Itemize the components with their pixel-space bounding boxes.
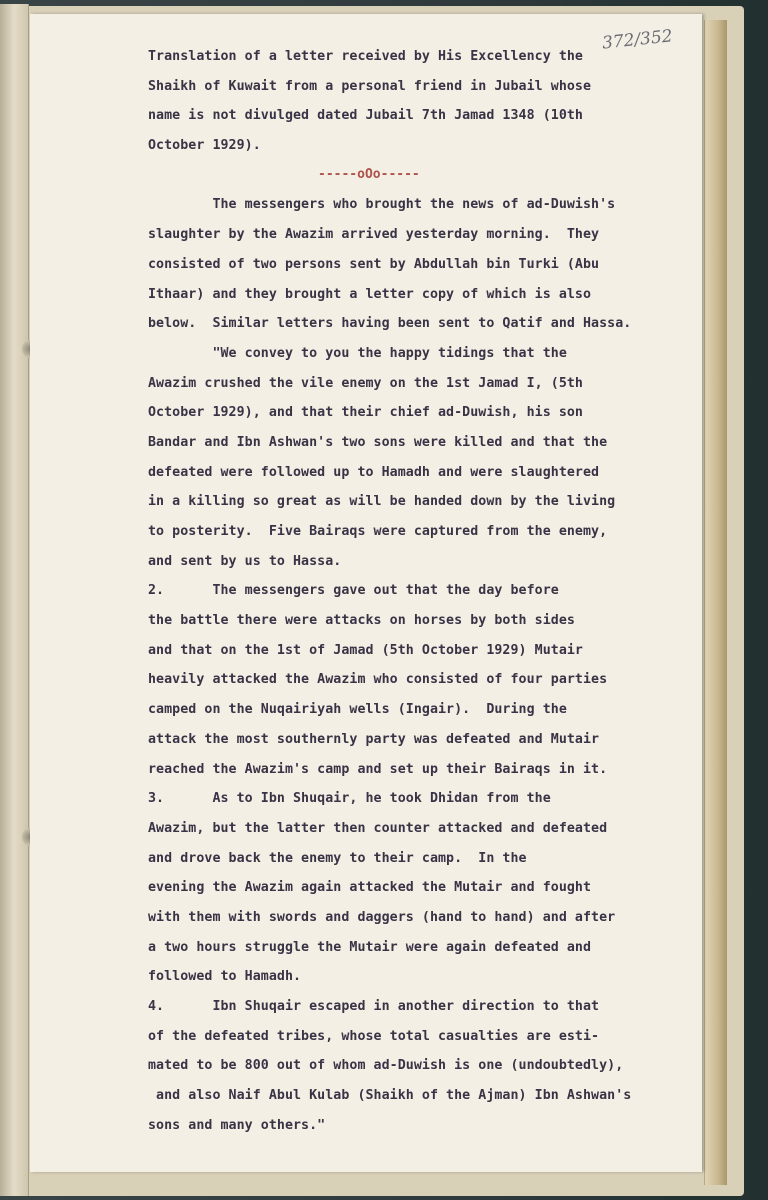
text-line: October 1929), and that their chief ad-Duwish, his son (148, 405, 583, 421)
text-line: 2. The messengers gave out that the day before (148, 583, 559, 599)
letter-text (148, 42, 688, 1140)
text-line: and drove back the enemy to their camp. In the (148, 850, 527, 866)
text-line: reached the Awazim's camp and set up their Bairaqs in it. (148, 761, 608, 777)
reference-mark: 372/352 (601, 26, 674, 54)
text-line: followed to Hamadh. (148, 969, 302, 985)
text-line: to posterity. Five Bairaqs were captured from the enemy, (148, 524, 608, 539)
text-line: the battle there were attacks on horses by both sides (148, 613, 575, 629)
text-line: attack the most southernly party was defeated and Mutair (148, 731, 600, 747)
text-line: Translation of a letter received by His Excellency the (148, 49, 583, 64)
text-line: Awazim, but the latter then counter attacked and defeated (148, 820, 608, 836)
text-line: Awazim crushed the vile enemy on the 1st Jamad I, (5th (148, 375, 583, 391)
text-line: sons and many others." (148, 1117, 326, 1133)
text-line: Bandar and Ibn Ashwan's two sons were killed and that the (148, 434, 608, 450)
text-line: camped on the Nuqairiyah wells (Ingair). During the (148, 702, 567, 718)
text-line: evening the Awazim again attacked the Mutair and fought (148, 880, 592, 896)
text-line: a two hours struggle the Mutair were again defeated and (148, 939, 592, 955)
text-line: below. Similar letters having been sent to Qatif and Hassa. (148, 316, 632, 332)
text-line: heavily attacked the Awazim who consisted of four parties (148, 672, 608, 688)
text-line: in a killing so great as will be handed down by the living (148, 494, 616, 510)
text-line: defeated were followed up to Hamadh and were slaughtered (148, 464, 600, 480)
text-line: and sent by us to Hassa. (148, 553, 342, 569)
text-line: consisted of two persons sent by Abdullah bin Turki (Abu (148, 256, 600, 272)
text-line: slaughter by the Awazim arrived yesterday morning. They (148, 227, 600, 243)
text-line: Shaikh of Kuwait from a personal friend in Jubail whose (148, 78, 592, 94)
text-line: "We convey to you the happy tidings that the (148, 345, 567, 361)
text-line: The messengers who brought the news of ad-Duwish's (148, 197, 616, 213)
text-line: and that on the 1st of Jamad (5th October 1929) Mutair (148, 642, 583, 658)
text-line: and also Naif Abul Kulab (Shaikh of the Ajman) Ibn Ashwan's (148, 1088, 632, 1104)
page-stack-edge (704, 20, 727, 1185)
text-line: of the defeated tribes, whose total casualties are esti- (148, 1028, 600, 1044)
text-line: name is not divulged dated Jubail 7th Jamad 1348 (10th (148, 108, 583, 124)
text-line: mated to be 800 out of whom ad-Duwish is one (undoubtedly), (148, 1058, 624, 1074)
left-binding-strip (0, 4, 29, 1196)
text-line: 4. Ibn Shuqair escaped in another direction to that (148, 999, 600, 1014)
text-line: 3. As to Ibn Shuqair, he took Dhidan from the (148, 791, 551, 807)
text-line (148, 161, 688, 191)
separator: -----oOo----- (318, 167, 420, 182)
text-line: with them with swords and daggers (hand to hand) and after (148, 909, 616, 925)
text-line: Ithaar) and they brought a letter copy of which is also (148, 286, 592, 302)
text-line: October 1929). (148, 138, 261, 154)
